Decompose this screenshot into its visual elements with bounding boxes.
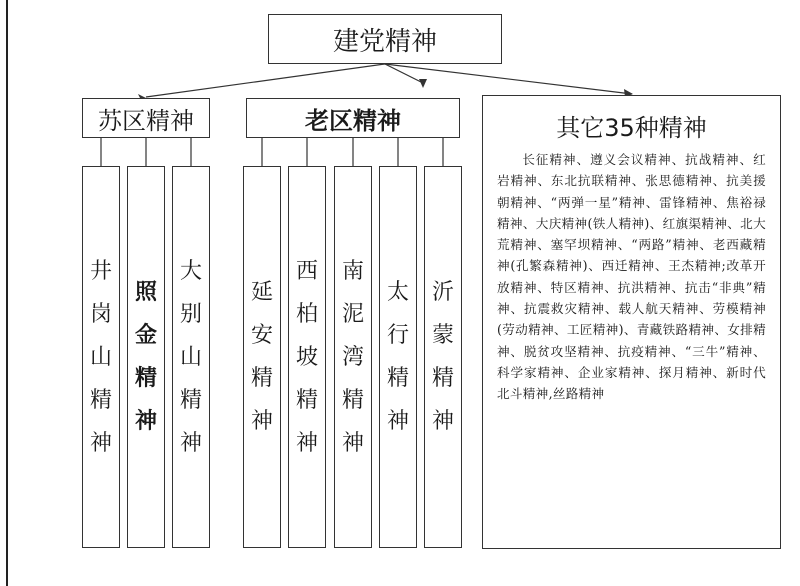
- column-char: 金: [134, 323, 157, 348]
- column-char: 精: [179, 387, 202, 413]
- column-suqu-1: [82, 166, 120, 548]
- category-laoqu: 老区精神: [246, 98, 460, 138]
- column-suqu-3: [172, 166, 210, 548]
- column-char: 延: [250, 280, 273, 305]
- column-char: 安: [250, 323, 273, 348]
- column-char: 南: [341, 258, 364, 284]
- column-char: 行: [386, 323, 409, 348]
- column-char: 山: [89, 344, 112, 370]
- category-suqu: 苏区精神: [82, 98, 210, 138]
- column-suqu-2: [127, 166, 165, 548]
- column-char: 井: [89, 258, 112, 284]
- column-char: 山: [179, 344, 202, 370]
- column-char: 精: [341, 387, 364, 413]
- column-char: 蒙: [431, 323, 454, 348]
- column-char: 泥: [341, 301, 364, 327]
- column-laoqu-2: [288, 166, 326, 548]
- column-char: 精: [295, 387, 318, 413]
- column-laoqu-4: [379, 166, 417, 548]
- column-char: 湾: [341, 344, 364, 370]
- column-char: 神: [134, 409, 157, 434]
- others-title: 其它35种精神: [556, 114, 707, 142]
- column-char: 神: [179, 430, 202, 456]
- column-char: 大: [179, 258, 202, 284]
- column-char: 太: [386, 280, 409, 305]
- column-char: 精: [134, 366, 157, 391]
- column-char: 神: [431, 409, 454, 434]
- column-char: 神: [89, 430, 112, 456]
- column-char: 坡: [295, 344, 318, 370]
- column-char: 精: [250, 366, 273, 391]
- column-char: 照: [134, 280, 157, 305]
- category-others-box: [482, 95, 781, 549]
- column-char: 精: [89, 387, 112, 413]
- column-char: 西: [295, 258, 318, 284]
- root-node: 建党精神: [268, 14, 502, 64]
- column-char: 精: [431, 366, 454, 391]
- column-char: 沂: [431, 280, 454, 305]
- column-char: 岗: [89, 301, 112, 327]
- column-char: 精: [386, 366, 409, 391]
- column-char: 神: [295, 430, 318, 456]
- connector-root-to-suqu: [146, 64, 385, 97]
- others-text: 长征精神、遵义会议精神、抗战精神、红岩精神、东北抗联精神、张思德精神、抗美援朝精神、“两弹一星”精神、雷锋精神、焦裕禄精神、大庆精神(铁人精神)、红旗渠精神、北大荒精神、塞罕坝精神、“两路”精神、老西藏精神(孔繁森精神)、西迁精神、王杰精神;改革开放精神、特区精神、抗洪精神、抗击“非典”精神、抗震救灾精神、载人航天精神、劳模精神(劳动精神、工匠精神)、青藏铁路精神、女排精神、脱贫攻坚精神、抗疫精神、“三牛”精神、科学家精神、企业家精神、探月精神、新时代北斗精神,丝路精神: [497, 152, 766, 402]
- arrowhead-laoqu: [419, 79, 427, 88]
- column-laoqu-3: [334, 166, 372, 548]
- column-laoqu-5: [424, 166, 462, 548]
- column-char: 神: [341, 430, 364, 456]
- column-char: 柏: [295, 301, 318, 327]
- column-char: 别: [179, 301, 202, 327]
- column-char: 神: [386, 409, 409, 434]
- column-char: 神: [250, 409, 273, 434]
- column-laoqu-1: [243, 166, 281, 548]
